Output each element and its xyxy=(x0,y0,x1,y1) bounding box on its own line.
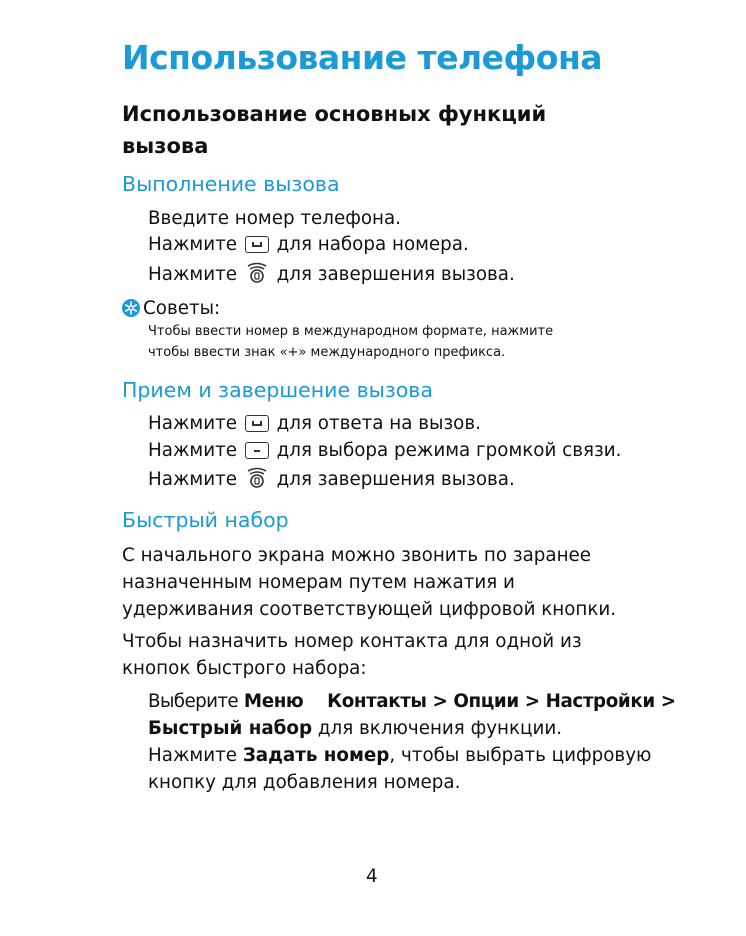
making-call-step3 xyxy=(148,261,515,290)
making-call-step1: Введите номер телефона. xyxy=(148,208,401,229)
step-text-pre: Выберите xyxy=(148,691,239,712)
speed-dial-step1 xyxy=(148,688,676,742)
tips-snowflake-icon xyxy=(122,299,140,317)
step-text-pre: Нажмите xyxy=(148,745,237,766)
menu-path-end: Быстрый набор xyxy=(148,718,313,739)
speed-dial-heading: Быстрый набор xyxy=(122,508,289,532)
step-text-post: для набора номера. xyxy=(276,234,469,255)
tips-line1: Чтобы ввести номер в международном формате, нажмите xyxy=(148,324,554,339)
tips-label-text: Советы: xyxy=(143,298,221,319)
speed-dial-para2 xyxy=(122,628,582,682)
step-text-post: для выбора режима громкой связи. xyxy=(276,440,622,461)
end-call-key-icon xyxy=(245,261,269,290)
making-call-step2 xyxy=(148,234,469,255)
step-text-post: для включения функции. xyxy=(317,718,563,739)
page-number: 4 xyxy=(366,866,378,887)
answer-step3 xyxy=(148,466,515,495)
answer-end-heading: Прием и завершение вызова xyxy=(122,378,433,402)
step-text-pre: Нажмите xyxy=(148,264,237,285)
step-line2: кнопку для добавления номера. xyxy=(148,772,461,793)
para-line: кнопок быстрого набора: xyxy=(122,658,367,679)
step-text-post: для завершения вызова. xyxy=(276,469,515,490)
making-call-heading: Выполнение вызова xyxy=(122,172,340,196)
step-text-pre: Нажмите xyxy=(148,413,237,434)
section-heading-line1: Использование основных функций xyxy=(122,102,547,126)
speed-dial-step2 xyxy=(148,742,651,796)
speed-dial-para1 xyxy=(122,542,616,623)
menu-path: Меню Контакты > Опции > Настройки > xyxy=(243,691,676,712)
para-line: Чтобы назначить номер контакта для одной из xyxy=(122,631,582,652)
call-key-icon xyxy=(245,415,269,432)
answer-step1 xyxy=(148,413,481,434)
para-line: С начального экрана можно звонить по заранее xyxy=(122,545,592,566)
section-heading xyxy=(122,98,546,162)
page-title: Использование телефона xyxy=(122,38,603,77)
end-call-key-icon xyxy=(245,466,269,495)
step-text-post: , чтобы выбрать цифровую xyxy=(389,745,652,766)
step-text-post: для завершения вызова. xyxy=(276,264,515,285)
set-number-label: Задать номер xyxy=(242,745,390,766)
answer-step2 xyxy=(148,440,621,461)
tips-line2: чтобы ввести знак «+» международного префикса. xyxy=(148,345,506,360)
tips-label xyxy=(122,298,220,319)
para-line: удерживания соответствующей цифровой кнопки. xyxy=(122,599,617,620)
speaker-key-icon xyxy=(245,442,269,459)
section-heading-line2: вызова xyxy=(122,134,209,158)
step-text-pre: Нажмите xyxy=(148,234,237,255)
step-text-pre: Нажмите xyxy=(148,440,237,461)
step-text-pre: Нажмите xyxy=(148,469,237,490)
para-line: назначенным номерам путем нажатия и xyxy=(122,572,515,593)
call-key-icon xyxy=(245,236,269,253)
step-text-post: для ответа на вызов. xyxy=(276,413,481,434)
